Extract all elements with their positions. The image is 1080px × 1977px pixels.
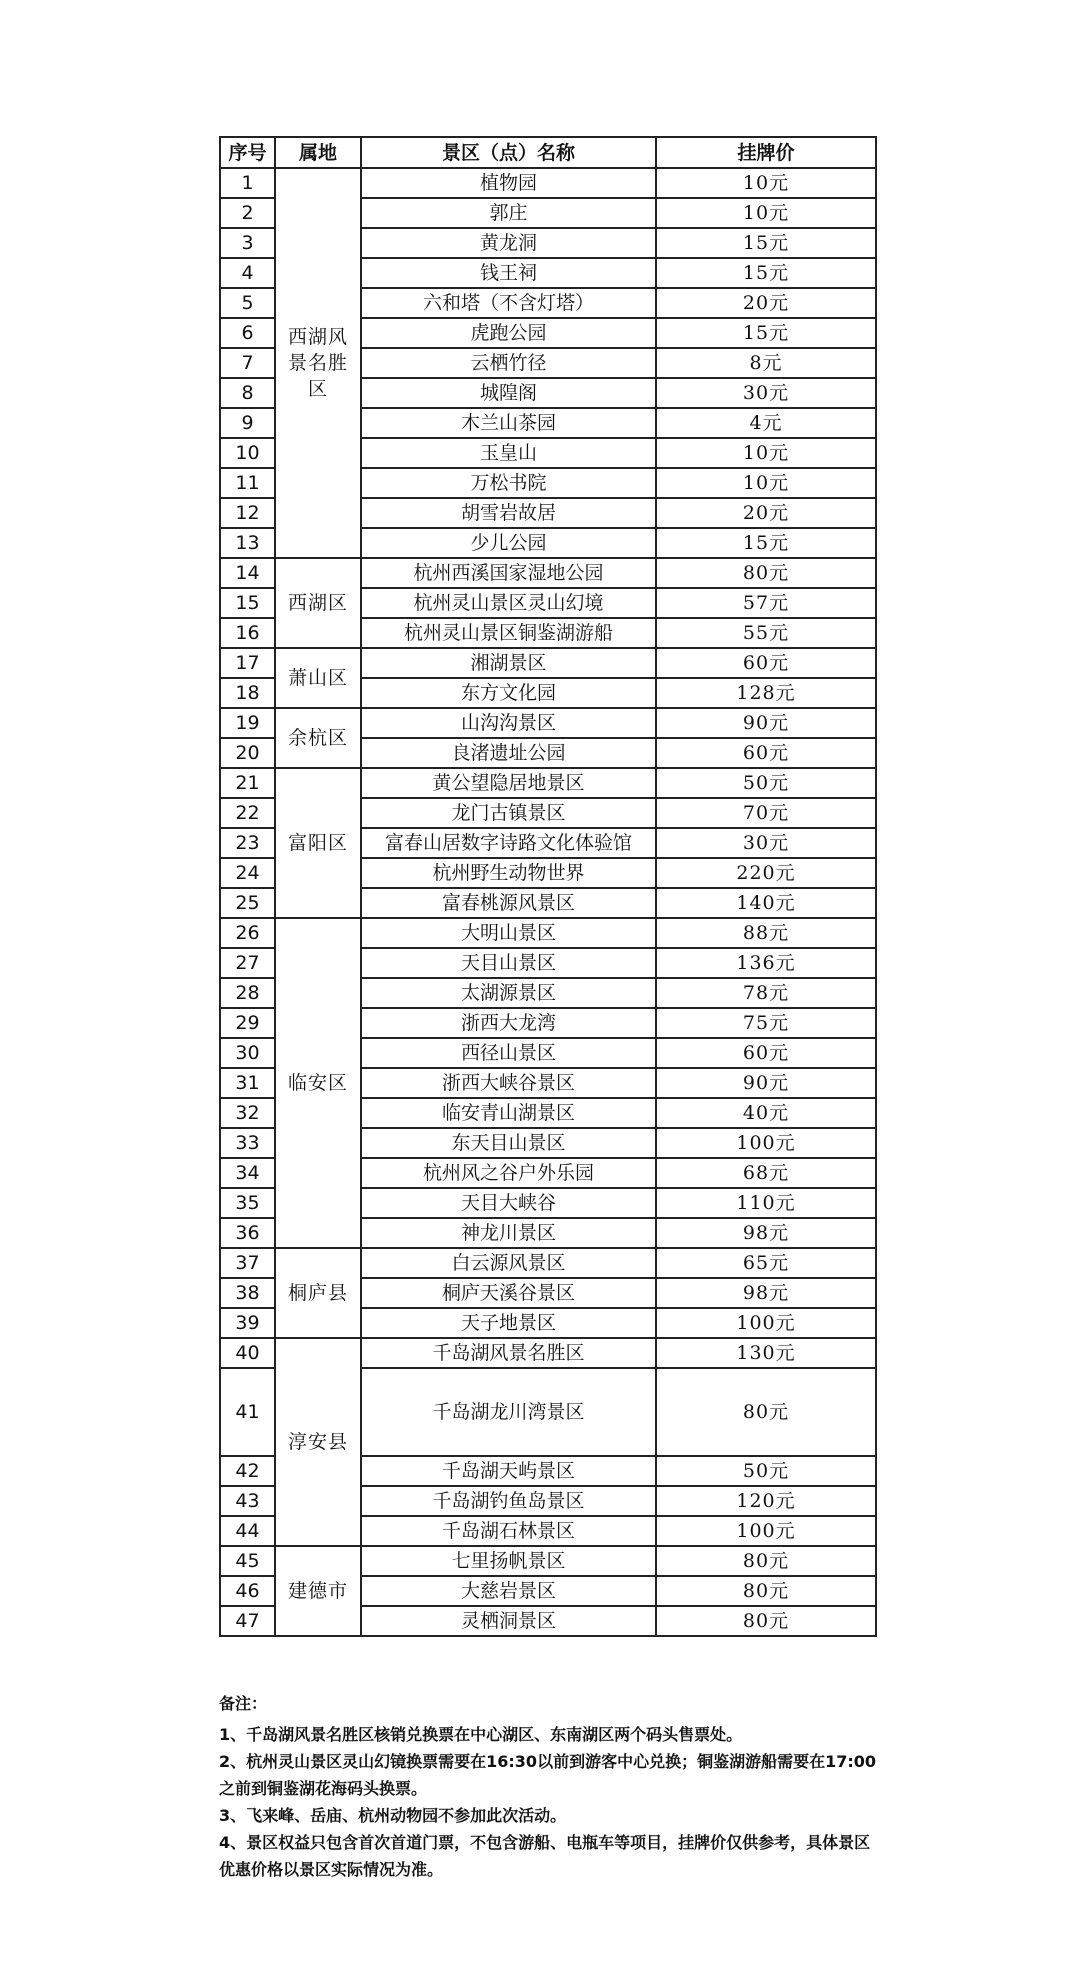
scenic-name-cell: 千岛湖龙川湾景区: [361, 1368, 656, 1456]
table-row: [220, 1248, 876, 1278]
table-row: [220, 768, 876, 798]
listed-price-cell: 15元: [656, 528, 876, 558]
listed-price-cell: 68元: [656, 1158, 876, 1188]
header-listed-price: 挂牌价: [656, 137, 876, 168]
scenic-name-cell: 云栖竹径: [361, 348, 656, 378]
region-cell: 萧山区: [275, 648, 361, 708]
scenic-name-cell: 钱王祠: [361, 258, 656, 288]
scenic-name-cell: 黄公望隐居地景区: [361, 768, 656, 798]
row-index: 28: [220, 978, 275, 1008]
row-index: 36: [220, 1218, 275, 1248]
table-row: [220, 1338, 876, 1368]
scenic-name-cell: 东方文化园: [361, 678, 656, 708]
scenic-name-cell: 天目山景区: [361, 948, 656, 978]
row-index: 15: [220, 588, 275, 618]
listed-price-cell: 60元: [656, 648, 876, 678]
row-index: 31: [220, 1068, 275, 1098]
scenic-name-cell: 玉皇山: [361, 438, 656, 468]
row-index: 41: [220, 1368, 275, 1456]
row-index: 22: [220, 798, 275, 828]
scenic-name-cell: 杭州野生动物世界: [361, 858, 656, 888]
scenic-name-cell: 富春山居数字诗路文化体验馆: [361, 828, 656, 858]
listed-price-cell: 98元: [656, 1218, 876, 1248]
note-item: 4、景区权益只包含首次首道门票，不包含游船、电瓶车等项目，挂牌价仅供参考，具体景区优惠价格以景区实际情况为准。: [219, 1833, 871, 1879]
listed-price-cell: 30元: [656, 378, 876, 408]
listed-price-cell: 60元: [656, 738, 876, 768]
scenic-name-cell: 良渚遗址公园: [361, 738, 656, 768]
scenic-name-cell: 少儿公园: [361, 528, 656, 558]
listed-price-cell: 15元: [656, 318, 876, 348]
row-index: 13: [220, 528, 275, 558]
table-row: [220, 918, 876, 948]
listed-price-cell: 40元: [656, 1098, 876, 1128]
region-cell: 富阳区: [275, 768, 361, 918]
listed-price-cell: 4元: [656, 408, 876, 438]
scenic-name-cell: 胡雪岩故居: [361, 498, 656, 528]
row-index: 18: [220, 678, 275, 708]
row-index: 14: [220, 558, 275, 588]
listed-price-cell: 10元: [656, 468, 876, 498]
row-index: 5: [220, 288, 275, 318]
scenic-name-cell: 浙西大峡谷景区: [361, 1068, 656, 1098]
row-index: 46: [220, 1576, 275, 1606]
region-cell: 西湖区: [275, 558, 361, 648]
row-index: 39: [220, 1308, 275, 1338]
listed-price-cell: 90元: [656, 1068, 876, 1098]
scenic-name-cell: 杭州西溪国家湿地公园: [361, 558, 656, 588]
scenic-name-cell: 郭庄: [361, 198, 656, 228]
header-scenic-name: 景区（点）名称: [361, 137, 656, 168]
row-index: 43: [220, 1486, 275, 1516]
region-cell: 临安区: [275, 918, 361, 1248]
row-index: 42: [220, 1456, 275, 1486]
scenic-name-cell: 千岛湖风景名胜区: [361, 1338, 656, 1368]
row-index: 27: [220, 948, 275, 978]
listed-price-cell: 30元: [656, 828, 876, 858]
listed-price-cell: 78元: [656, 978, 876, 1008]
row-index: 45: [220, 1546, 275, 1576]
row-index: 10: [220, 438, 275, 468]
region-cell: 淳安县: [275, 1338, 361, 1546]
listed-price-cell: 10元: [656, 198, 876, 228]
scenic-name-cell: 太湖源景区: [361, 978, 656, 1008]
row-index: 40: [220, 1338, 275, 1368]
row-index: 19: [220, 708, 275, 738]
row-index: 7: [220, 348, 275, 378]
region-cell: 建德市: [275, 1546, 361, 1636]
listed-price-cell: 10元: [656, 168, 876, 198]
row-index: 24: [220, 858, 275, 888]
row-index: 12: [220, 498, 275, 528]
row-index: 38: [220, 1278, 275, 1308]
row-index: 8: [220, 378, 275, 408]
row-index: 37: [220, 1248, 275, 1278]
table-row: [220, 558, 876, 588]
scenic-name-cell: 千岛湖石林景区: [361, 1516, 656, 1546]
note-item: 1、千岛湖风景名胜区核销兑换票在中心湖区、东南湖区两个码头售票处。: [219, 1725, 743, 1744]
row-index: 2: [220, 198, 275, 228]
header-region: 属地: [275, 137, 361, 168]
listed-price-cell: 90元: [656, 708, 876, 738]
scenic-name-cell: 天子地景区: [361, 1308, 656, 1338]
region-cell: 桐庐县: [275, 1248, 361, 1338]
listed-price-cell: 100元: [656, 1308, 876, 1338]
listed-price-cell: 50元: [656, 768, 876, 798]
scenic-name-cell: 山沟沟景区: [361, 708, 656, 738]
row-index: 26: [220, 918, 275, 948]
listed-price-cell: 98元: [656, 1278, 876, 1308]
listed-price-cell: 80元: [656, 558, 876, 588]
listed-price-cell: 50元: [656, 1456, 876, 1486]
row-index: 20: [220, 738, 275, 768]
scenic-name-cell: 龙门古镇景区: [361, 798, 656, 828]
scenic-name-cell: 灵栖洞景区: [361, 1606, 656, 1636]
scenic-name-cell: 植物园: [361, 168, 656, 198]
row-index: 33: [220, 1128, 275, 1158]
scenic-price-table: [219, 136, 877, 1637]
row-index: 23: [220, 828, 275, 858]
scenic-name-cell: 临安青山湖景区: [361, 1098, 656, 1128]
listed-price-cell: 8元: [656, 348, 876, 378]
listed-price-cell: 140元: [656, 888, 876, 918]
row-index: 4: [220, 258, 275, 288]
scenic-name-cell: 湘湖景区: [361, 648, 656, 678]
scenic-name-cell: 神龙川景区: [361, 1218, 656, 1248]
scenic-name-cell: 黄龙洞: [361, 228, 656, 258]
scenic-name-cell: 大慈岩景区: [361, 1576, 656, 1606]
listed-price-cell: 15元: [656, 258, 876, 288]
notes-section: [219, 1690, 879, 1883]
row-index: 16: [220, 618, 275, 648]
scenic-name-cell: 白云源风景区: [361, 1248, 656, 1278]
scenic-name-cell: 千岛湖钓鱼岛景区: [361, 1486, 656, 1516]
notes-title: 备注：: [219, 1694, 268, 1713]
note-item: 3、飞来峰、岳庙、杭州动物园不参加此次活动。: [219, 1806, 567, 1825]
scenic-name-cell: 桐庐天溪谷景区: [361, 1278, 656, 1308]
header-index: 序号: [220, 137, 275, 168]
listed-price-cell: 136元: [656, 948, 876, 978]
scenic-name-cell: 城隍阁: [361, 378, 656, 408]
listed-price-cell: 220元: [656, 858, 876, 888]
listed-price-cell: 80元: [656, 1606, 876, 1636]
table-row: [220, 648, 876, 678]
listed-price-cell: 130元: [656, 1338, 876, 1368]
row-index: 25: [220, 888, 275, 918]
row-index: 44: [220, 1516, 275, 1546]
scenic-name-cell: 杭州灵山景区灵山幻境: [361, 588, 656, 618]
row-index: 17: [220, 648, 275, 678]
row-index: 30: [220, 1038, 275, 1068]
row-index: 34: [220, 1158, 275, 1188]
scenic-name-cell: 东天目山景区: [361, 1128, 656, 1158]
row-index: 47: [220, 1606, 275, 1636]
listed-price-cell: 15元: [656, 228, 876, 258]
scenic-name-cell: 浙西大龙湾: [361, 1008, 656, 1038]
listed-price-cell: 60元: [656, 1038, 876, 1068]
listed-price-cell: 55元: [656, 618, 876, 648]
scenic-name-cell: 天目大峡谷: [361, 1188, 656, 1218]
scenic-name-cell: 虎跑公园: [361, 318, 656, 348]
scenic-name-cell: 富春桃源风景区: [361, 888, 656, 918]
listed-price-cell: 100元: [656, 1128, 876, 1158]
row-index: 32: [220, 1098, 275, 1128]
listed-price-cell: 20元: [656, 498, 876, 528]
listed-price-cell: 80元: [656, 1368, 876, 1456]
listed-price-cell: 57元: [656, 588, 876, 618]
note-item: 2、杭州灵山景区灵山幻镜换票需要在16:30以前到游客中心兑换；铜鉴湖游船需要在17:00之前到铜鉴湖花海码头换票。: [219, 1752, 876, 1798]
table-row: [220, 708, 876, 738]
scenic-name-cell: 七里扬帆景区: [361, 1546, 656, 1576]
region-cell: 西湖风景名胜区: [275, 168, 361, 558]
table-body: [220, 168, 876, 1636]
listed-price-cell: 70元: [656, 798, 876, 828]
row-index: 11: [220, 468, 275, 498]
listed-price-cell: 88元: [656, 918, 876, 948]
row-index: 6: [220, 318, 275, 348]
listed-price-cell: 100元: [656, 1516, 876, 1546]
listed-price-cell: 120元: [656, 1486, 876, 1516]
scenic-name-cell: 杭州灵山景区铜鉴湖游船: [361, 618, 656, 648]
table-header-row: [220, 137, 876, 168]
scenic-name-cell: 西径山景区: [361, 1038, 656, 1068]
scenic-name-cell: 千岛湖天屿景区: [361, 1456, 656, 1486]
row-index: 1: [220, 168, 275, 198]
scenic-name-cell: 六和塔（不含灯塔）: [361, 288, 656, 318]
listed-price-cell: 128元: [656, 678, 876, 708]
row-index: 21: [220, 768, 275, 798]
listed-price-cell: 80元: [656, 1546, 876, 1576]
scenic-name-cell: 万松书院: [361, 468, 656, 498]
listed-price-cell: 75元: [656, 1008, 876, 1038]
scenic-name-cell: 木兰山茶园: [361, 408, 656, 438]
listed-price-cell: 110元: [656, 1188, 876, 1218]
row-index: 35: [220, 1188, 275, 1218]
listed-price-cell: 20元: [656, 288, 876, 318]
row-index: 3: [220, 228, 275, 258]
listed-price-cell: 65元: [656, 1248, 876, 1278]
scenic-name-cell: 大明山景区: [361, 918, 656, 948]
row-index: 9: [220, 408, 275, 438]
row-index: 29: [220, 1008, 275, 1038]
listed-price-cell: 80元: [656, 1576, 876, 1606]
table-row: [220, 1546, 876, 1576]
scenic-name-cell: 杭州风之谷户外乐园: [361, 1158, 656, 1188]
table-row: [220, 168, 876, 198]
region-cell: 余杭区: [275, 708, 361, 768]
listed-price-cell: 10元: [656, 438, 876, 468]
